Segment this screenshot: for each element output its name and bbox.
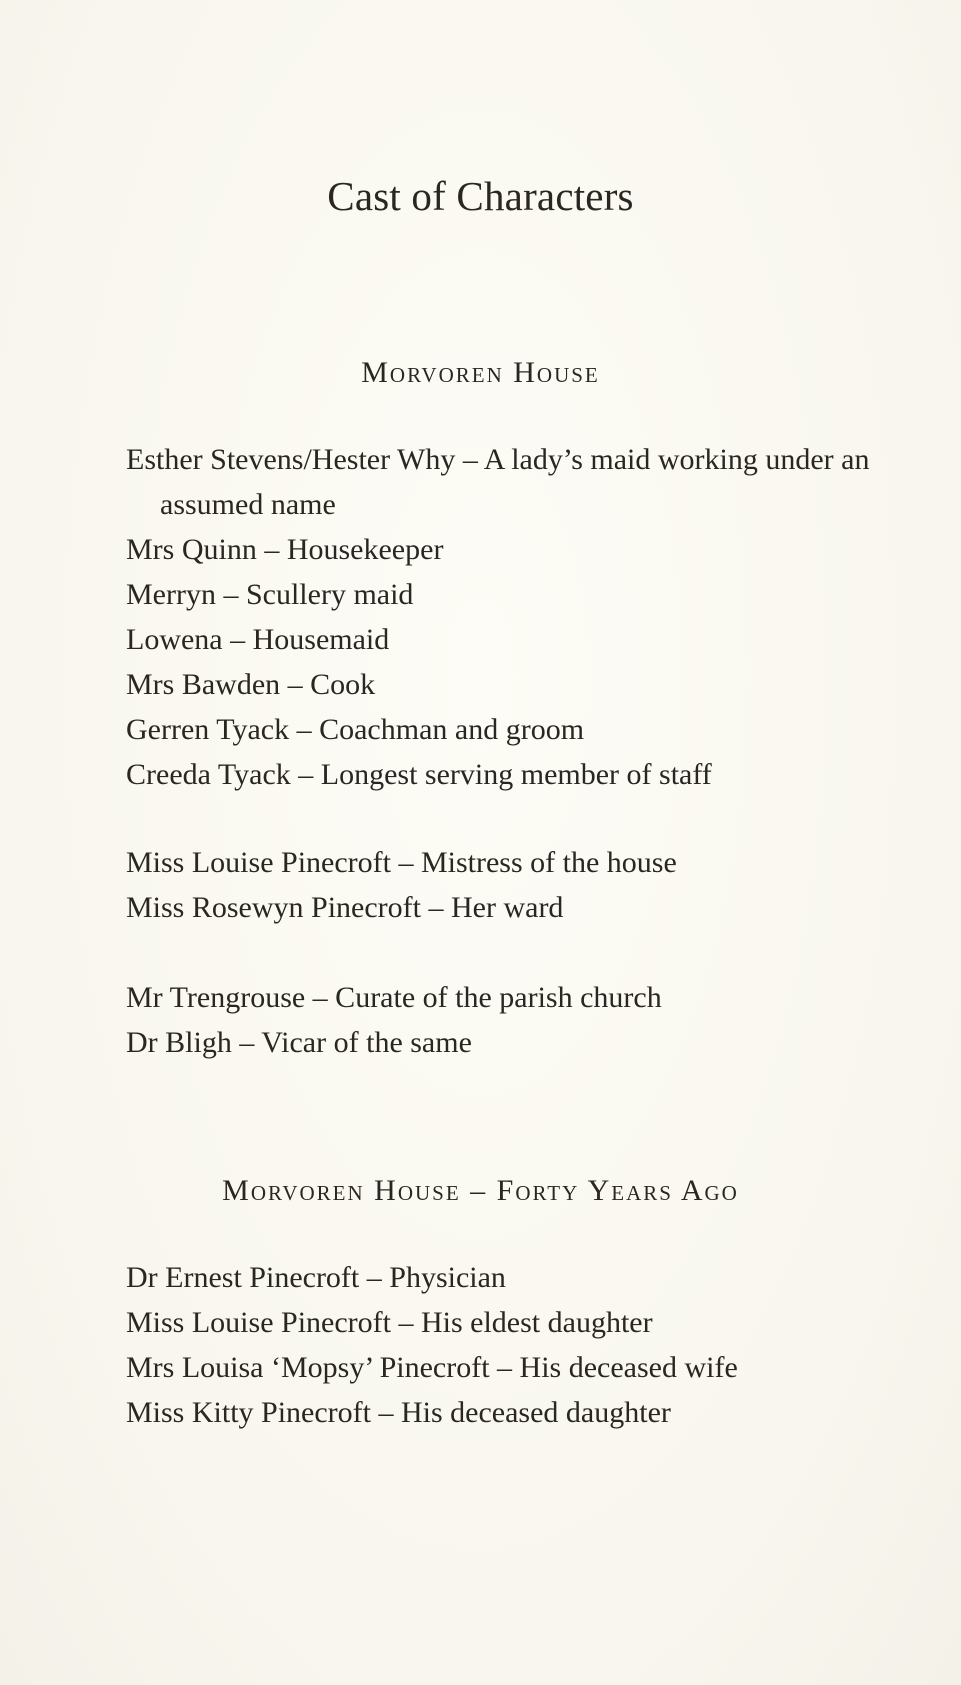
cast-entry: Esther Stevens/Hester Why – A lady’s maid working under an assumed name <box>126 443 870 521</box>
cast-entry: Mrs Bawden – Cook <box>126 668 376 701</box>
cast-entry: Miss Kitty Pinecroft – His deceased daughter <box>126 1396 671 1429</box>
cast-entry: Mrs Quinn – Housekeeper <box>126 533 444 566</box>
cast-entry: Mr Trengrouse – Curate of the parish church <box>126 981 662 1014</box>
section-heading-forty-years-ago: Morvoren House – Forty Years Ago <box>222 1174 739 1207</box>
cast-entry: Merryn – Scullery maid <box>126 578 414 611</box>
cast-group-past <box>126 1255 916 1435</box>
page-title: Cast of Characters <box>327 173 634 219</box>
cast-entry: Gerren Tyack – Coachman and groom <box>126 713 585 746</box>
cast-entry: Miss Louise Pinecroft – His eldest daughter <box>126 1306 653 1339</box>
cast-entry: Mrs Louisa ‘Mopsy’ Pinecroft – His deceased wife <box>126 1351 738 1384</box>
cast-group-family <box>126 840 916 930</box>
cast-entry: Creeda Tyack – Longest serving member of staff <box>126 758 712 791</box>
section-heading-morvoren-house: Morvoren House <box>361 356 600 389</box>
cast-entry: Miss Louise Pinecroft – Mistress of the house <box>126 846 677 879</box>
cast-entry: Dr Bligh – Vicar of the same <box>126 1026 472 1059</box>
cast-group-staff <box>126 437 916 797</box>
cast-entry: Dr Ernest Pinecroft – Physician <box>126 1261 506 1294</box>
cast-group-clergy <box>126 975 916 1065</box>
cast-entry: Miss Rosewyn Pinecroft – Her ward <box>126 891 564 924</box>
cast-entry: Lowena – Housemaid <box>126 623 390 656</box>
